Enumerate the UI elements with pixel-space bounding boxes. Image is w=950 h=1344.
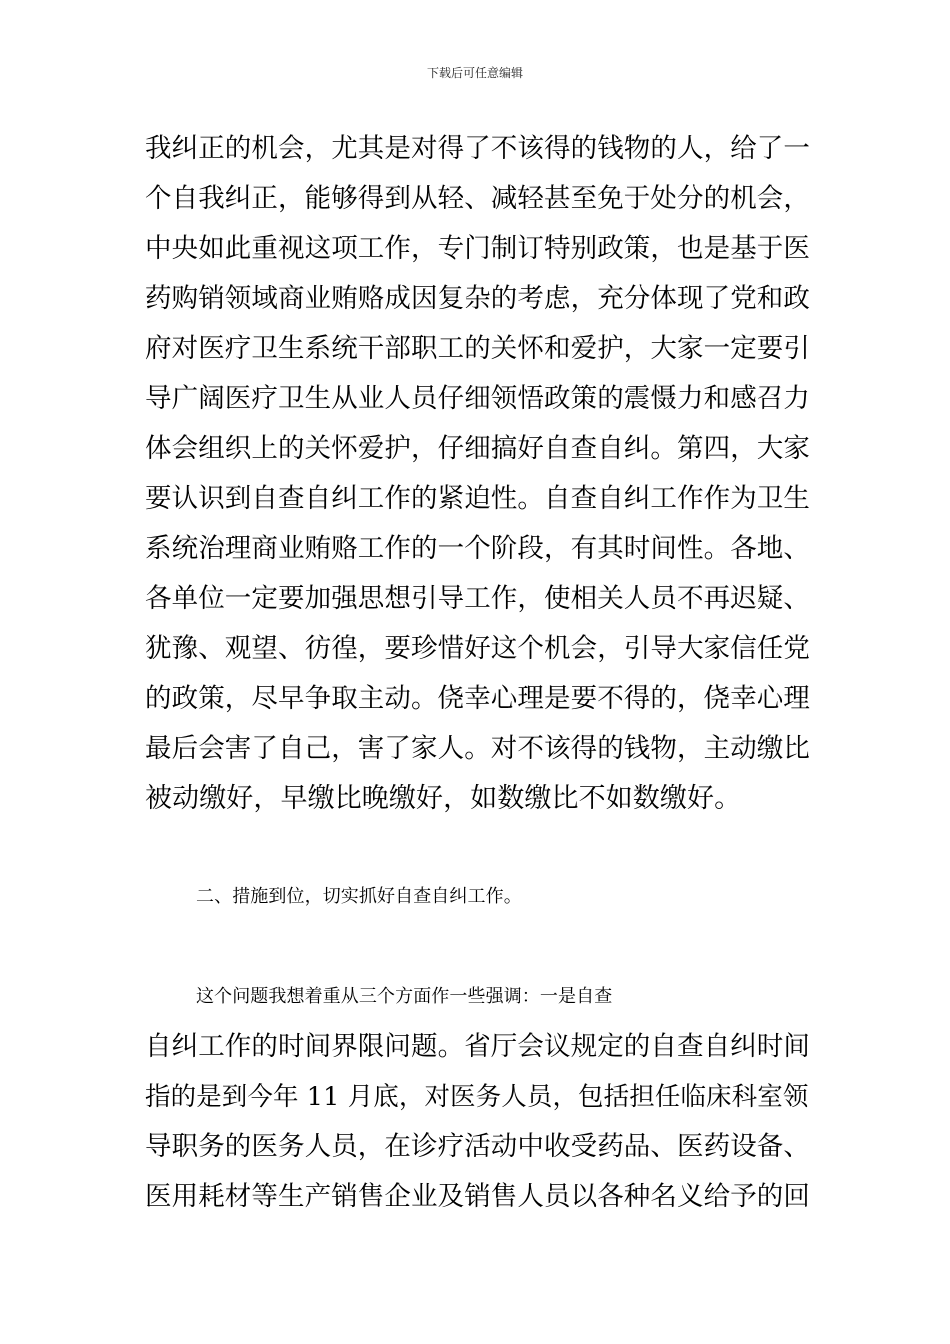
body-line: 指的是到今年 11 月底，对医务人员，包括担任临床科室领 (145, 1082, 809, 1112)
body-line: 导广阔医疗卫生从业人员仔细领悟政策的震慑力和感召力 (145, 383, 810, 414)
body-line: 的政策，尽早争取主动。侥幸心理是要不得的，侥幸心理 (145, 683, 810, 714)
body-line: 体会组织上的关怀爱护，仔细搞好自查自纠。第四，大家 (145, 433, 810, 464)
body-line: 医用耗材等生产销售企业及销售人员以各种名义给予的回 (145, 1181, 810, 1212)
body-line: 最后会害了自己，害了家人。对不该得的钱物，主动缴比 (145, 733, 810, 764)
body-line: 系统治理商业贿赂工作的一个阶段，有其时间性。各地、 (145, 533, 810, 564)
section-heading: 二、措施到位，切实抓好自查自纠工作。 (196, 886, 522, 907)
body-line: 药购销领域商业贿赂成因复杂的考虑，充分体现了党和政 (145, 283, 810, 314)
body-line: 要认识到自查自纠工作的紧迫性。自查自纠工作作为卫生 (145, 483, 810, 514)
body-line: 这个问题我想着重从三个方面作一些强调：一是自查 (196, 986, 613, 1007)
body-line: 府对医疗卫生系统干部职工的关怀和爱护，大家一定要引 (145, 333, 810, 364)
body-line: 自纠工作的时间界限问题。省厅会议规定的自查自纠时间 (145, 1031, 810, 1062)
body-line: 各单位一定要加强思想引导工作，使相关人员不再迟疑、 (145, 583, 810, 614)
body-line: 被动缴好，早缴比晚缴好，如数缴比不如数缴好。 (145, 783, 742, 814)
body-line: 我纠正的机会，尤其是对得了不该得的钱物的人，给了一 (145, 133, 810, 164)
body-line: 中央如此重视这项工作，专门制订特别政策，也是基于医 (145, 233, 810, 264)
body-line: 个自我纠正，能够得到从轻、减轻甚至免于处分的机会， (145, 183, 810, 214)
body-line: 犹豫、观望、彷徨，要珍惜好这个机会，引导大家信任党 (145, 633, 810, 664)
page-header: 下载后可任意编辑 (426, 66, 523, 80)
body-line: 导职务的医务人员，在诊疗活动中收受药品、医药设备、 (145, 1131, 810, 1162)
